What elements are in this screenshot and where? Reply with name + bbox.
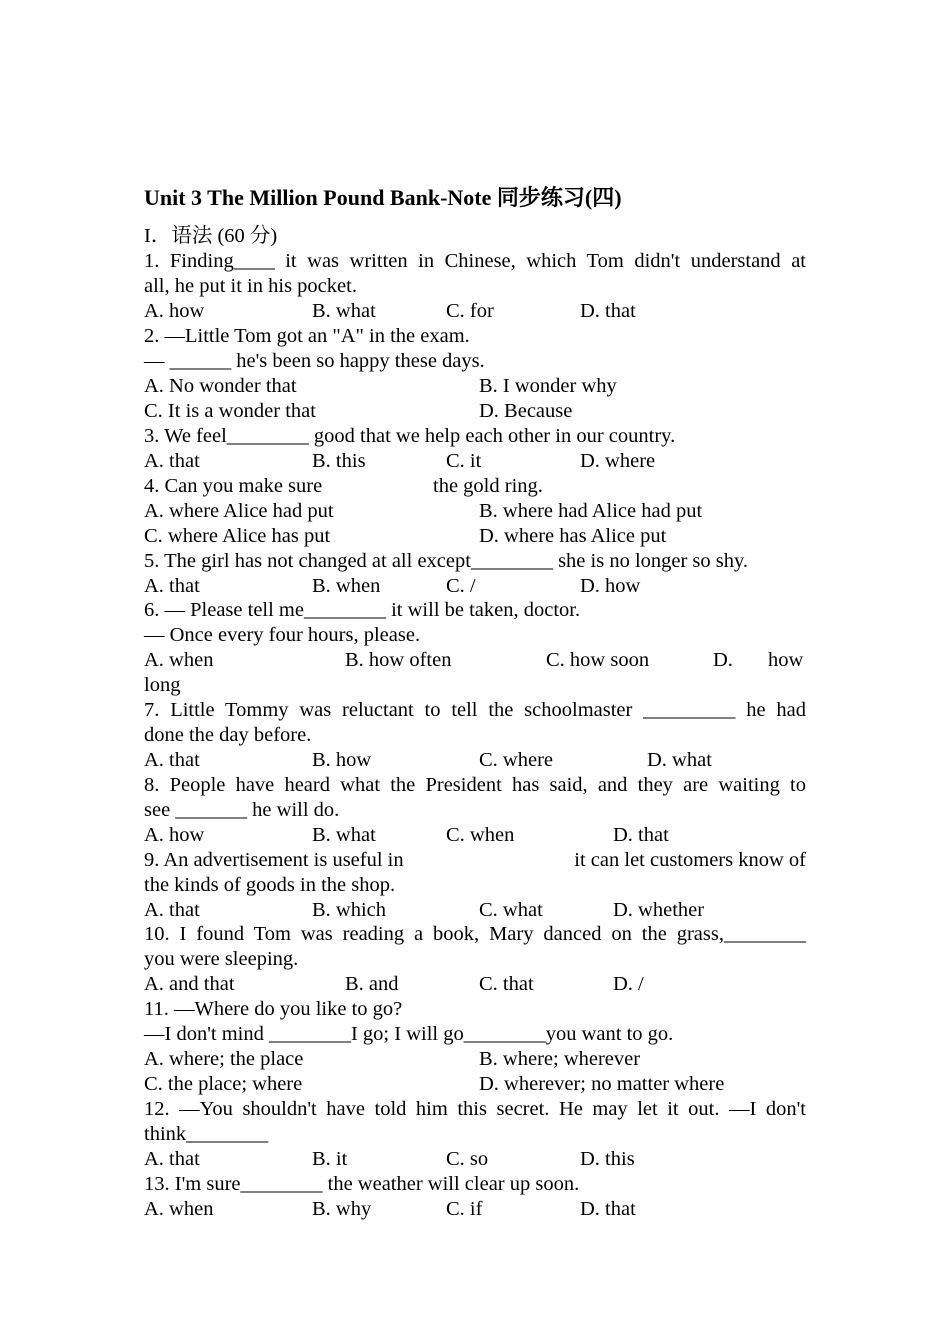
option-b: B. what bbox=[312, 824, 376, 846]
option-d: D. this bbox=[580, 1148, 635, 1170]
question-4-options-row-2 bbox=[144, 524, 806, 549]
option-c: C. if bbox=[446, 1198, 483, 1220]
question-4-options-row-1 bbox=[144, 499, 806, 524]
question-11-options-row-1 bbox=[144, 1047, 806, 1072]
option-b: B. I wonder why bbox=[479, 375, 617, 397]
question-4-stem-end: the gold ring. bbox=[433, 475, 543, 497]
option-b: B. which bbox=[312, 899, 387, 921]
option-c: C. when bbox=[446, 824, 515, 846]
option-a: A. that bbox=[144, 450, 200, 472]
option-a: A. that bbox=[144, 749, 200, 771]
option-c: C. where bbox=[479, 749, 554, 771]
question-11-options-row-2 bbox=[144, 1072, 806, 1097]
option-b: B. and bbox=[345, 973, 399, 995]
question-6-options bbox=[144, 648, 806, 673]
question-8-text: 8. People have heard what the President has said, and they are waiting to bbox=[144, 774, 806, 796]
option-d: D. what bbox=[647, 749, 712, 771]
option-d: D. wherever; no matter where bbox=[479, 1073, 725, 1095]
option-b: B. where had Alice had put bbox=[479, 500, 703, 522]
option-d: D. that bbox=[580, 1198, 636, 1220]
option-d: D. where bbox=[580, 450, 656, 472]
option-a: A. where Alice had put bbox=[144, 500, 334, 522]
option-a: A. how bbox=[144, 824, 205, 846]
option-a: A. where; the place bbox=[144, 1048, 304, 1070]
question-6-text: 6. — Please tell me________ it will be taken, doctor. bbox=[144, 599, 581, 621]
option-b: B. this bbox=[312, 450, 366, 472]
question-2-text: 2. —Little Tom got an "A" in the exam. bbox=[144, 325, 470, 347]
question-12-text: 12. —You shouldn't have told him this secret. He may let it out. —I don't bbox=[144, 1098, 806, 1120]
question-3-text: 3. We feel________ good that we help each other in our country. bbox=[144, 425, 676, 447]
question-9-stem: 9. An advertisement is useful in bbox=[144, 849, 404, 871]
option-a: A. when bbox=[144, 1198, 214, 1220]
question-10-options bbox=[144, 972, 806, 997]
question-9-text-cont: the kinds of goods in the shop. bbox=[144, 874, 396, 896]
option-d: D. where has Alice put bbox=[479, 525, 667, 547]
option-d: D. whether bbox=[613, 899, 705, 921]
question-1-text: 1. Finding____ it was written in Chinese, which Tom didn't understand at bbox=[144, 250, 806, 272]
option-a: A. No wonder that bbox=[144, 375, 297, 397]
question-5-options bbox=[144, 574, 806, 599]
option-c: C. for bbox=[446, 300, 494, 322]
question-10-text: 10. I found Tom was reading a book, Mary danced on the grass,________ bbox=[144, 923, 806, 945]
question-5-text: 5. The girl has not changed at all except________ she is no longer so shy. bbox=[144, 550, 749, 572]
option-a: A. that bbox=[144, 1148, 200, 1170]
question-3-options bbox=[144, 449, 806, 474]
option-b: B. where; wherever bbox=[479, 1048, 641, 1070]
option-b: B. how often bbox=[345, 649, 452, 671]
option-c: C. so bbox=[446, 1148, 489, 1170]
question-4-text bbox=[144, 474, 806, 499]
option-b: B. when bbox=[312, 575, 381, 597]
option-c: C. it bbox=[446, 450, 482, 472]
question-9-options bbox=[144, 898, 806, 923]
question-11-text: 11. —Where do you like to go? bbox=[144, 998, 403, 1020]
option-a: A. how bbox=[144, 300, 205, 322]
question-13-options bbox=[144, 1197, 806, 1222]
question-8-text-cont: see _______ he will do. bbox=[144, 799, 340, 821]
option-d: D. that bbox=[613, 824, 669, 846]
question-9-stem-end: it can let customers know of bbox=[574, 849, 806, 871]
option-d: D. bbox=[713, 649, 733, 671]
option-b: B. it bbox=[312, 1148, 348, 1170]
option-d: D. how bbox=[580, 575, 641, 597]
question-2-options-row-2 bbox=[144, 399, 806, 424]
question-7-options bbox=[144, 748, 806, 773]
option-a: A. when bbox=[144, 649, 214, 671]
option-b: B. what bbox=[312, 300, 376, 322]
question-12-options bbox=[144, 1147, 806, 1172]
option-c: C. where Alice has put bbox=[144, 525, 331, 547]
question-2-text-cont: — ______ he's been so happy these days. bbox=[144, 350, 485, 372]
page-title: Unit 3 The Million Pound Bank-Note 同步练习(四) bbox=[144, 185, 622, 210]
option-a: A. and that bbox=[144, 973, 235, 995]
question-7-text: 7. Little Tommy was reluctant to tell the schoolmaster _________ he had bbox=[144, 699, 806, 721]
option-c: C. the place; where bbox=[144, 1073, 303, 1095]
question-2-options-row-1 bbox=[144, 374, 806, 399]
question-1-options bbox=[144, 299, 806, 324]
option-a: A. that bbox=[144, 899, 200, 921]
option-d: D. / bbox=[613, 973, 644, 995]
option-c: C. / bbox=[446, 575, 476, 597]
question-12-text-cont: think________ bbox=[144, 1123, 269, 1145]
option-b: B. how bbox=[312, 749, 372, 771]
option-d-text: how bbox=[768, 649, 804, 671]
option-c: C. how soon bbox=[546, 649, 650, 671]
question-9-text bbox=[144, 848, 806, 873]
question-13-text: 13. I'm sure________ the weather will clear up soon. bbox=[144, 1173, 580, 1195]
question-10-text-cont: you were sleeping. bbox=[144, 948, 299, 970]
question-8-options bbox=[144, 823, 806, 848]
question-4-stem: 4. Can you make sure bbox=[144, 475, 323, 497]
question-7-text-cont: done the day before. bbox=[144, 724, 312, 746]
option-c: C. that bbox=[479, 973, 534, 995]
question-1-text-cont: all, he put it in his pocket. bbox=[144, 275, 357, 297]
option-d: D. that bbox=[580, 300, 636, 322]
option-a: A. that bbox=[144, 575, 200, 597]
section-heading: I．语法 (60 分) bbox=[144, 225, 278, 247]
option-c: C. what bbox=[479, 899, 543, 921]
question-11-text-cont: —I don't mind ________I go; I will go________you want to go. bbox=[144, 1023, 674, 1045]
option-b: B. why bbox=[312, 1198, 372, 1220]
option-d-text-cont: long bbox=[144, 674, 181, 696]
option-c: C. It is a wonder that bbox=[144, 400, 316, 422]
option-d: D. Because bbox=[479, 400, 573, 422]
question-6-text-cont: — Once every four hours, please. bbox=[144, 624, 421, 646]
